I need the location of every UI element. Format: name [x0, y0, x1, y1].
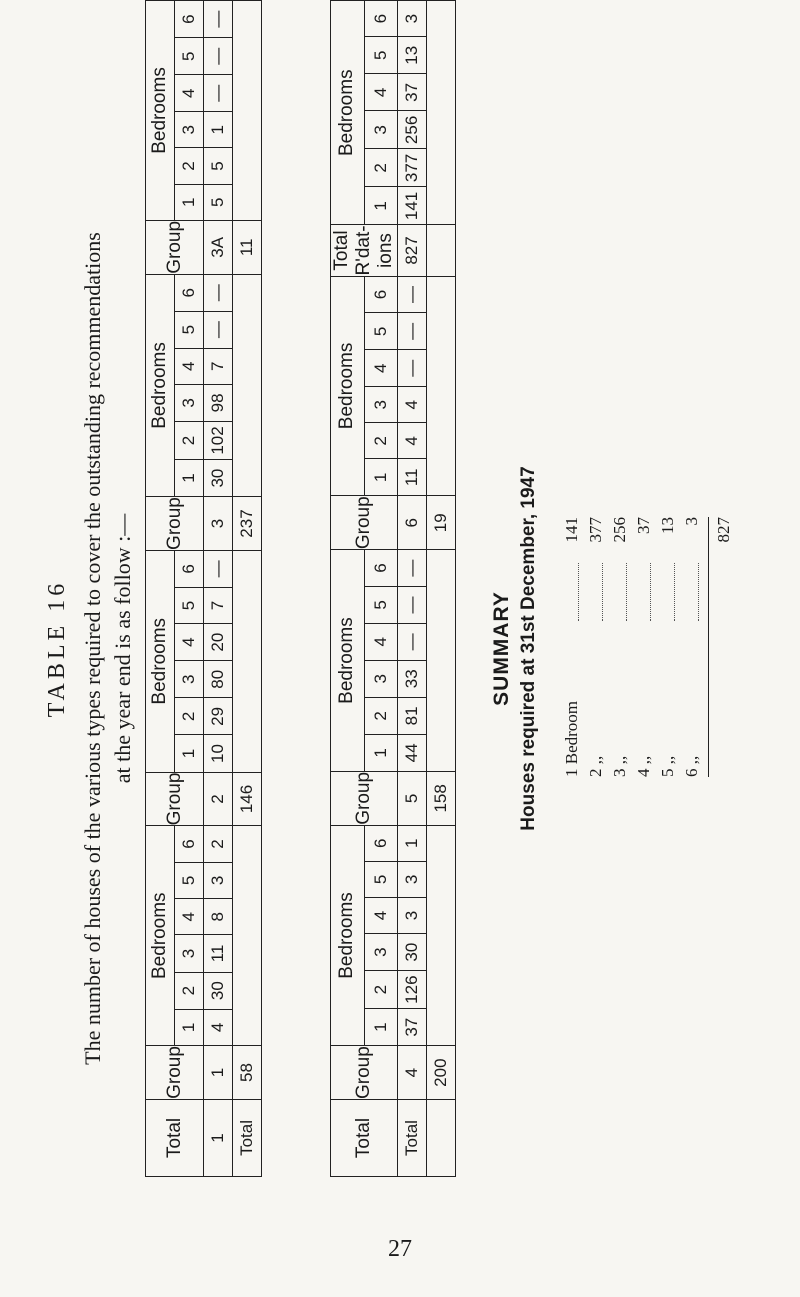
summary-row	[632, 517, 656, 777]
cell: 4	[204, 1009, 233, 1045]
group-total: 146	[233, 772, 262, 826]
bed-num: 2	[175, 421, 204, 459]
group-label: 3	[204, 497, 233, 551]
summary-value: 37	[634, 517, 653, 534]
group-label: 1	[204, 1099, 233, 1176]
dot-leader	[566, 563, 579, 621]
cell: —	[204, 38, 233, 75]
bed-num: 1	[175, 1009, 204, 1045]
bed-num: 6	[364, 276, 398, 313]
bed-num: 4	[175, 75, 204, 112]
summary-label: 4 ,,	[634, 755, 653, 777]
total-header: Total	[331, 1100, 398, 1177]
group-header: Group	[146, 772, 204, 826]
bed-num: 2	[364, 697, 398, 734]
summary-label: 6 ,,	[682, 755, 701, 777]
bed-num: 6	[175, 826, 204, 862]
cell: —	[204, 75, 233, 112]
cell: 377	[398, 149, 427, 187]
summary-total: 827	[714, 517, 733, 543]
group-total: 158	[427, 771, 456, 825]
bed-num: 5	[364, 37, 398, 74]
cell: 1	[204, 112, 233, 148]
total-label: Total	[233, 1099, 262, 1176]
grand-total: 827	[398, 225, 427, 276]
bed-num: 6	[364, 825, 398, 861]
cell: 7	[204, 587, 233, 623]
bed-num: 4	[175, 624, 204, 661]
cell: 3	[204, 862, 233, 898]
cell: —	[204, 550, 233, 587]
group-total: 237	[233, 497, 262, 551]
summary-row	[608, 517, 632, 777]
bed-num: 3	[175, 661, 204, 698]
cell: —	[398, 313, 427, 350]
bed-num: 4	[175, 348, 204, 384]
bed-num: 4	[364, 74, 398, 111]
cell: —	[398, 550, 427, 587]
bedrooms-header: Bedrooms	[146, 826, 175, 1046]
cell: 13	[398, 37, 427, 74]
table-caption	[78, 0, 138, 1297]
dot-leader	[638, 563, 651, 621]
bedrooms-header: Bedrooms	[146, 1, 175, 221]
cell: —	[204, 311, 233, 348]
cell: 126	[398, 971, 427, 1009]
cell: 33	[398, 660, 427, 697]
summary-subtitle: Houses required at 31st December, 1947	[518, 466, 539, 831]
cell: 20	[204, 624, 233, 661]
group-header: Group	[331, 496, 398, 550]
summary-title: SUMMARY	[490, 591, 513, 706]
summary-value: 13	[658, 517, 677, 534]
bed-num: 4	[364, 897, 398, 933]
summary-value: 256	[610, 517, 629, 543]
cell: —	[398, 276, 427, 313]
group-total: 19	[427, 496, 456, 550]
summary-row	[560, 517, 584, 777]
bed-num: 3	[364, 660, 398, 697]
dot-leader	[686, 563, 699, 621]
bedrooms-header: Bedrooms	[331, 550, 365, 772]
summary-list	[560, 517, 739, 777]
bed-num: 6	[175, 1, 204, 38]
bed-num: 1	[364, 1009, 398, 1046]
caption-line-1: The number of houses of the various types required to cover the outstanding recommendations	[80, 232, 105, 1065]
group-label: 2	[204, 772, 233, 826]
bed-num: 1	[364, 187, 398, 225]
cell: 3	[398, 897, 427, 933]
cell: 98	[204, 384, 233, 421]
bed-num: 2	[175, 698, 204, 735]
cell: 29	[204, 698, 233, 735]
bed-num: 3	[175, 935, 204, 972]
cell: —	[204, 274, 233, 311]
group-label: 1	[204, 1046, 233, 1100]
cell: 1	[398, 825, 427, 861]
summary-row	[584, 517, 608, 777]
bed-num: 1	[175, 184, 204, 220]
cell: 80	[204, 661, 233, 698]
cell: 81	[398, 697, 427, 734]
bed-num: 5	[175, 38, 204, 75]
summary-total-row	[708, 517, 739, 777]
bed-num: 6	[364, 1, 398, 37]
cell: 3	[398, 1, 427, 37]
cell: —	[398, 587, 427, 624]
cell: 30	[204, 460, 233, 497]
total-header: Total	[146, 1099, 204, 1176]
bedrooms-header: Bedrooms	[146, 274, 175, 496]
bed-num: 3	[175, 112, 204, 148]
summary-label: 1 Bedroom	[562, 700, 581, 777]
bed-num: 6	[175, 550, 204, 587]
cell: —	[398, 350, 427, 387]
cell: 30	[398, 934, 427, 971]
bed-num: 3	[175, 384, 204, 421]
summary-value: 377	[586, 517, 605, 543]
group-header: Group	[331, 1046, 398, 1100]
bedrooms-header: Bedrooms	[146, 550, 175, 772]
bed-num: 5	[364, 861, 398, 897]
bed-num: 5	[175, 311, 204, 348]
group-total: 58	[233, 1046, 262, 1100]
bed-num: 3	[364, 934, 398, 971]
bed-num: 5	[364, 313, 398, 350]
bed-num: 2	[175, 148, 204, 184]
bed-num: 6	[364, 550, 398, 587]
table-label: TABLE 16	[44, 579, 70, 718]
houses-table-1	[145, 0, 262, 1177]
bed-num: 1	[175, 460, 204, 497]
bed-num: 5	[175, 587, 204, 623]
cell: 37	[398, 74, 427, 111]
cell: 8	[204, 899, 233, 935]
summary-value: 141	[562, 517, 581, 543]
total-rdations-header: Total R'dat-ions	[331, 225, 396, 276]
summary-label: 3 ,,	[610, 755, 629, 777]
caption-line-2: at the year end is as follow :—	[110, 513, 135, 784]
cell: 7	[204, 348, 233, 384]
group-total: 11	[233, 220, 262, 274]
cell: 102	[204, 421, 233, 459]
bed-num: 4	[364, 623, 398, 660]
group-total: 200	[427, 1046, 456, 1100]
bed-num: 4	[175, 899, 204, 935]
bed-num: 6	[175, 274, 204, 311]
summary-value: 3	[682, 517, 701, 526]
group-label: 3A	[204, 220, 233, 274]
cell: 5	[204, 148, 233, 184]
group-label: 4	[398, 1046, 427, 1100]
cell: 37	[398, 1009, 427, 1046]
bed-num: 1	[364, 459, 398, 496]
dot-leader	[662, 563, 675, 621]
houses-table-2	[330, 0, 456, 1177]
cell: 256	[398, 111, 427, 149]
bed-num: 2	[175, 972, 204, 1009]
bedrooms-header: Bedrooms	[331, 276, 365, 496]
bedrooms-header: Bedrooms	[331, 1, 365, 225]
group-label: 5	[398, 771, 427, 825]
bed-num: 5	[364, 587, 398, 624]
cell: 4	[398, 423, 427, 459]
bedrooms-header: Bedrooms	[331, 825, 365, 1045]
cell: 10	[204, 735, 233, 772]
summary-label: 2 ,,	[586, 755, 605, 777]
bed-num: 2	[364, 423, 398, 459]
bed-num: 4	[364, 350, 398, 387]
cell: 11	[204, 935, 233, 972]
cell: —	[398, 623, 427, 660]
bed-num: 5	[175, 862, 204, 898]
dot-leader	[614, 563, 627, 621]
cell: 30	[204, 972, 233, 1009]
summary-row	[656, 517, 680, 777]
group-header: Group	[146, 1046, 204, 1100]
cell: 11	[398, 459, 427, 496]
cell: —	[204, 1, 233, 38]
cell: 3	[398, 861, 427, 897]
group-label: 6	[398, 496, 427, 550]
cell: 44	[398, 734, 427, 771]
group-header: Group	[146, 220, 204, 274]
cell: 4	[398, 387, 427, 423]
page-number: 27	[388, 1236, 412, 1262]
group-header: Group	[331, 771, 398, 825]
summary-row	[680, 517, 704, 777]
cell: 5	[204, 184, 233, 220]
total-label: Total	[398, 1100, 427, 1177]
cell: 141	[398, 187, 427, 225]
cell: 2	[204, 826, 233, 862]
bed-num: 3	[364, 111, 398, 149]
bed-num: 2	[364, 149, 398, 187]
summary-label: 5 ,,	[658, 755, 677, 777]
bed-num: 3	[364, 387, 398, 423]
group-header: Group	[146, 497, 204, 551]
bed-num: 1	[364, 734, 398, 771]
bed-num: 2	[364, 971, 398, 1009]
bed-num: 1	[175, 735, 204, 772]
dot-leader	[590, 563, 603, 621]
